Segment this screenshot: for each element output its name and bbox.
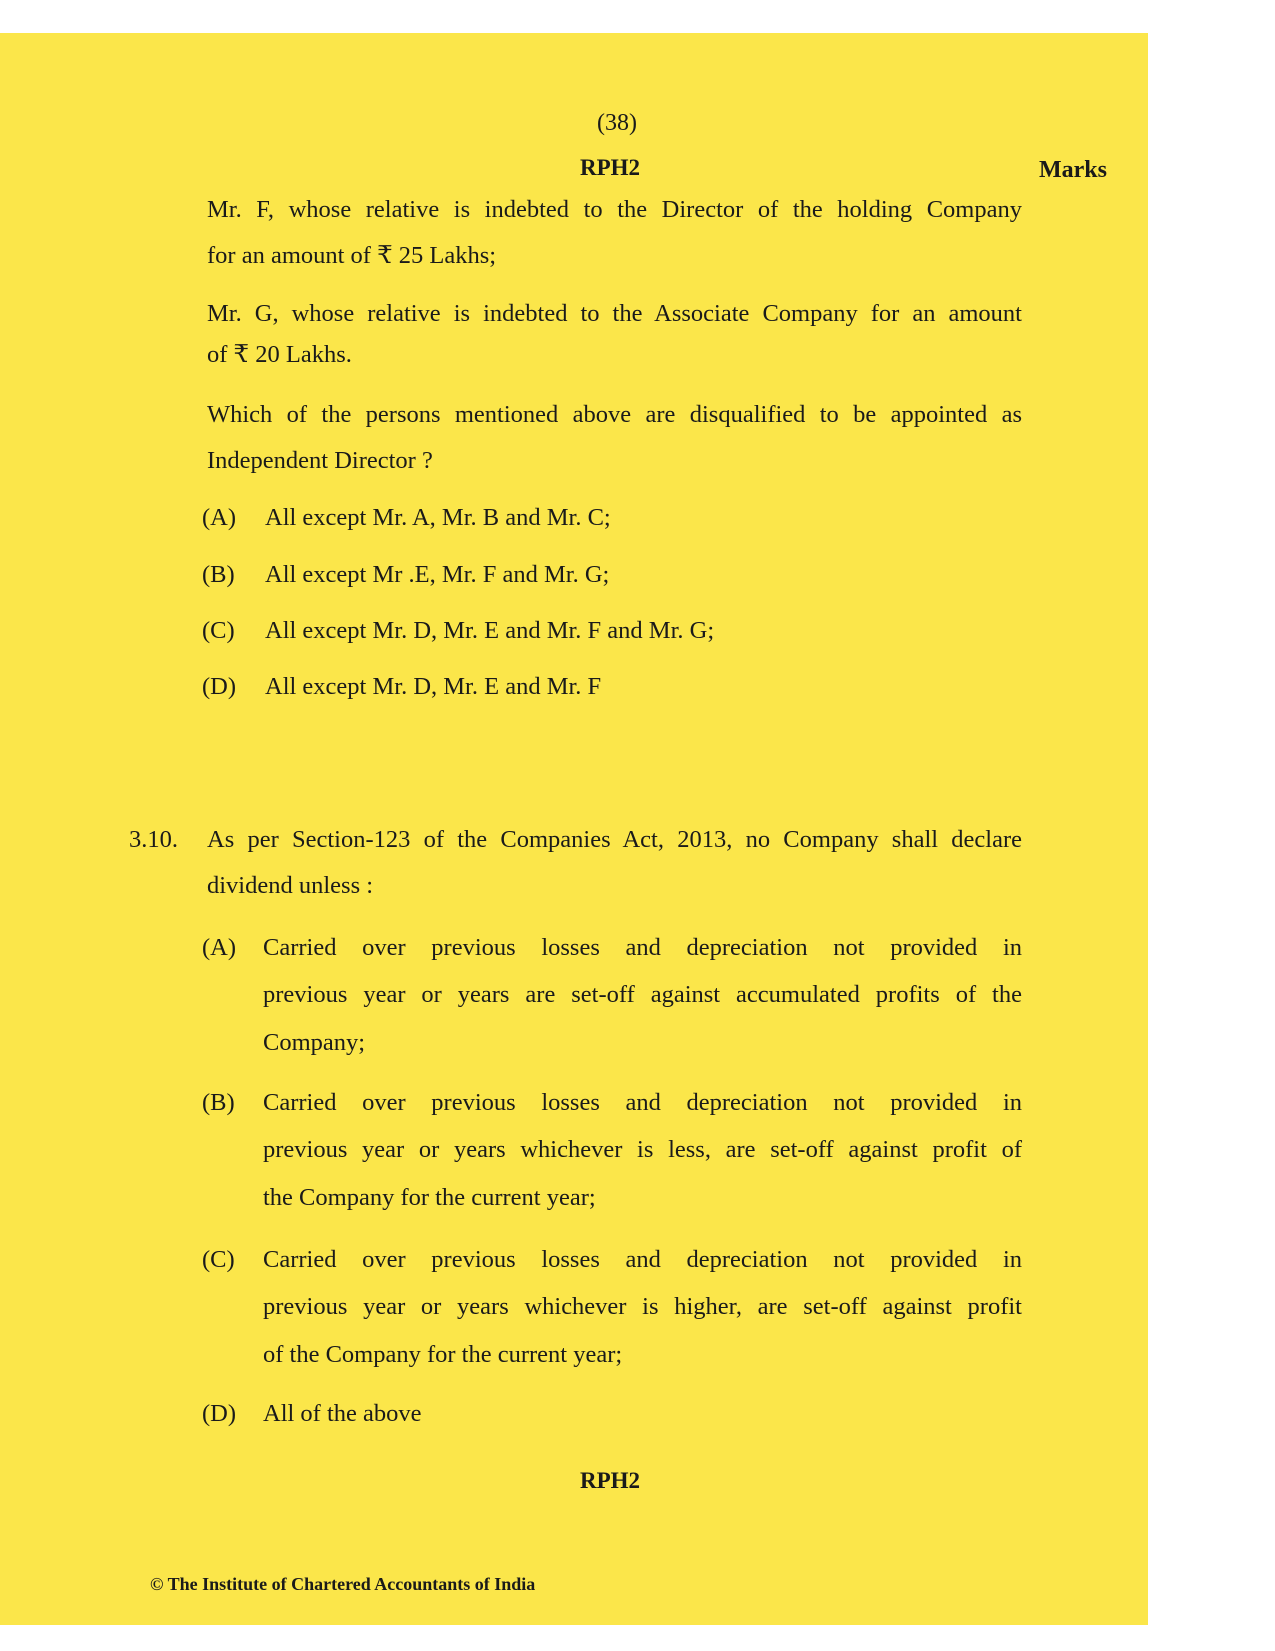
option-text: All of the above [263,1400,422,1427]
person-g-line-1: Mr. G, whose relative is indebted to the Associate Company for an amount [207,300,1022,327]
option-text: Carried over previous losses and depreciation not provided in [263,1246,1022,1273]
option-text: Company; [263,1029,366,1056]
option-label: (D) [202,673,237,700]
paper-code-header: RPH2 [580,155,641,180]
person-f-line-1: Mr. F, whose relative is indebted to the Director of the holding Company [207,196,1022,223]
option-label: (B) [202,1089,235,1116]
option-label: (C) [202,617,235,644]
option-text: All except Mr. D, Mr. E and Mr. F [265,673,602,700]
marks-column-heading: Marks [1039,157,1107,183]
option-text: the Company for the current year; [263,1184,596,1211]
question-310-line-2: dividend unless : [207,872,374,899]
option-label: (C) [202,1246,235,1273]
option-text: of the Company for the current year; [263,1341,623,1368]
question-310-line-1: As per Section-123 of the Companies Act, 2013, no Company shall declare [207,826,1022,853]
paper-code-footer: RPH2 [580,1468,641,1493]
question-line-2: Independent Director ? [207,447,433,474]
page-number: (38) [597,110,637,136]
option-label: (A) [202,934,237,961]
option-text: All except Mr. A, Mr. B and Mr. C; [265,504,611,531]
option-text: previous year or years whichever is higher, are set-off against profit [263,1293,1022,1320]
person-g-line-2: of ₹ 20 Lakhs. [207,341,352,368]
option-label: (A) [202,504,237,531]
option-text: previous year or years are set-off against accumulated profits of the [263,981,1022,1008]
option-label: (D) [202,1400,237,1427]
question-line-1: Which of the persons mentioned above are disqualified to be appointed as [207,401,1022,428]
option-text: All except Mr. D, Mr. E and Mr. F and Mr. G; [265,617,715,644]
option-text: All except Mr .E, Mr. F and Mr. G; [265,561,610,588]
option-label: (B) [202,561,235,588]
option-text: Carried over previous losses and depreciation not provided in [263,934,1022,961]
person-f-line-2: for an amount of ₹ 25 Lakhs; [207,242,497,269]
option-text: Carried over previous losses and depreciation not provided in [263,1089,1022,1116]
option-text: previous year or years whichever is less, are set-off against profit of [263,1136,1022,1163]
copyright-notice: © The Institute of Chartered Accountants of India [150,1574,536,1594]
question-number: 3.10. [129,826,178,853]
